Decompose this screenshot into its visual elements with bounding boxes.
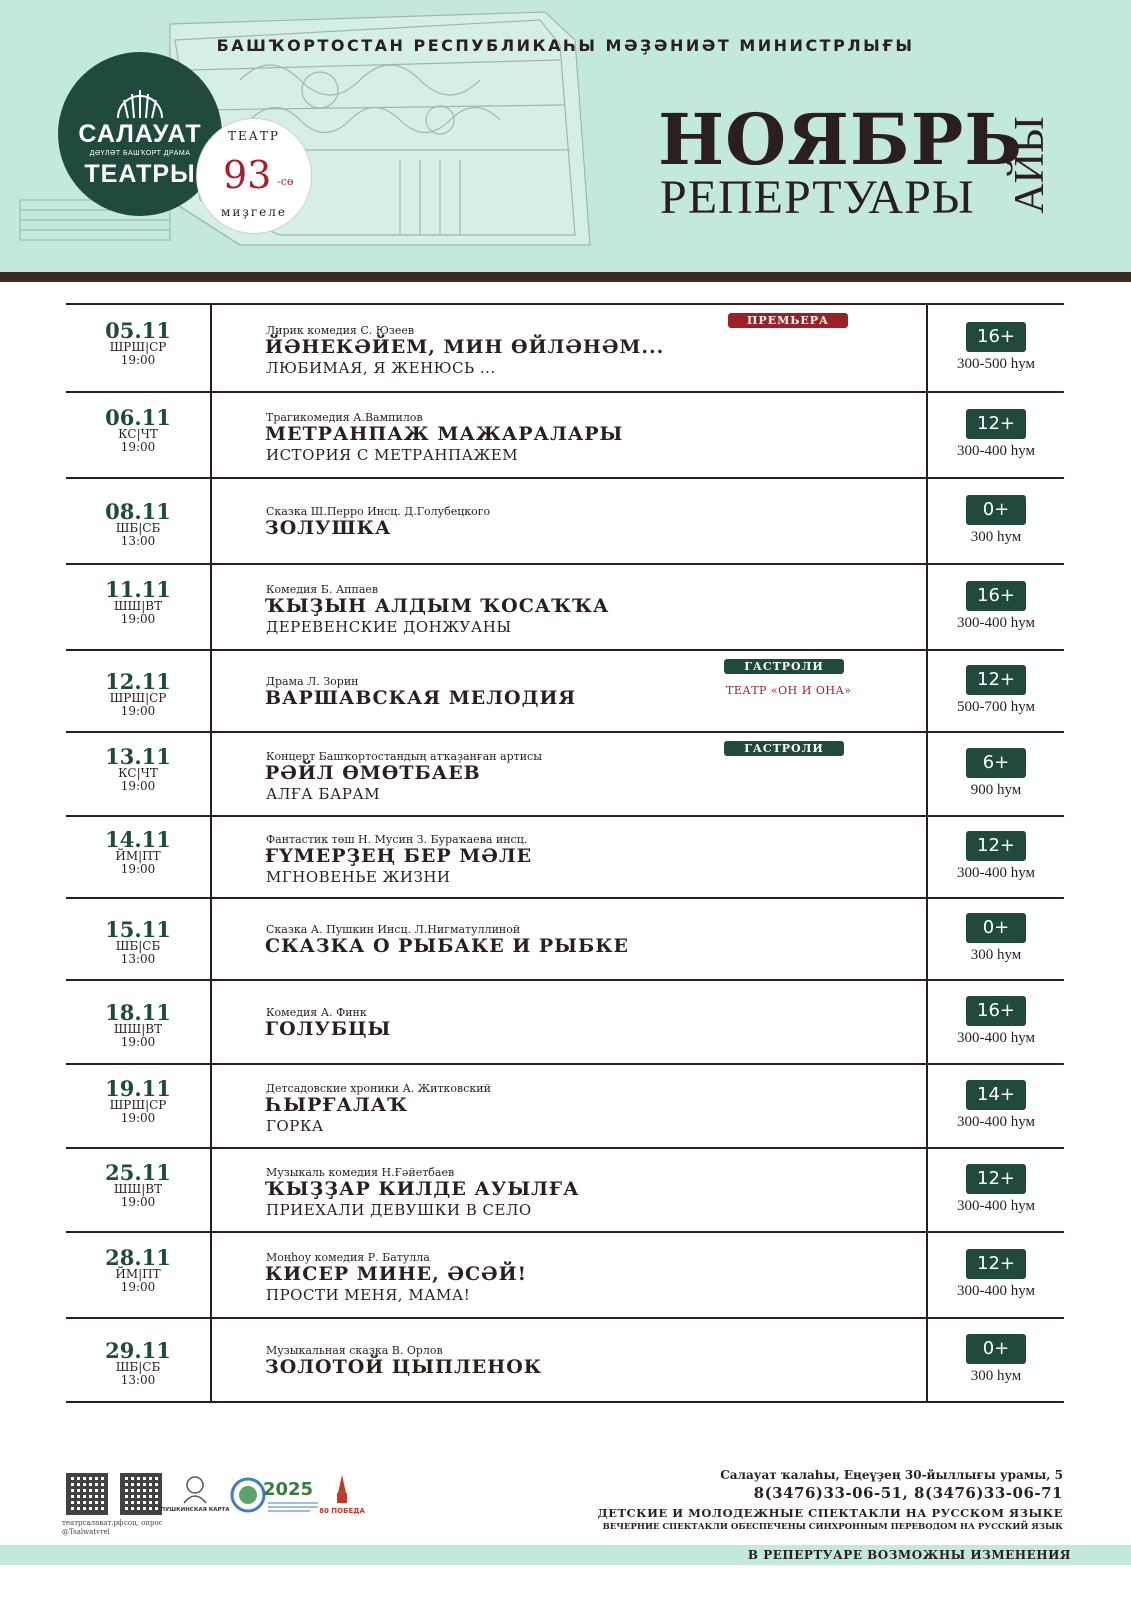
event-date: 12.11 <box>105 669 171 694</box>
age-rating-badge: 12+ <box>966 1164 1026 1194</box>
event-genre-author: Моңһоу комедия Р. Батулла <box>266 1251 430 1264</box>
header <box>0 0 1131 278</box>
event-genre-author: Детсадовские хроники А. Житковский <box>266 1082 491 1095</box>
month-title: НОЯБРЬ <box>658 98 1024 181</box>
event-subtitle: ИСТОРИЯ С МЕТРАНПАЖЕМ <box>266 446 519 464</box>
event-date-cell <box>66 1319 212 1401</box>
event-price-cell <box>926 393 1064 477</box>
ticket-price: 300-400 һум <box>956 1283 1036 1299</box>
year-2025-logo <box>230 1473 320 1517</box>
event-weekday: ШБ|СБ <box>115 939 161 953</box>
event-weekday: ШРШ|СР <box>109 340 167 354</box>
event-date-cell <box>66 651 212 731</box>
event-price-cell <box>926 981 1064 1063</box>
event-date: 11.11 <box>105 577 171 602</box>
event-genre-author: Комедия Б. Аппаев <box>266 583 379 596</box>
event-weekday: ШБ|СБ <box>115 521 161 535</box>
event-subtitle: ПРИЕХАЛИ ДЕВУШКИ В СЕЛО <box>266 1201 532 1219</box>
ticket-price: 300-400 һум <box>956 865 1036 881</box>
event-date-cell <box>66 1149 212 1231</box>
qr-caption-website: театрсалават.рф <box>62 1519 124 1527</box>
qr-caption-survey: соц. опрос <box>124 1519 163 1527</box>
event-title: СКАЗКА О РЫБАКЕ И РЫБКЕ <box>265 935 630 957</box>
event-subtitle: ДЕРЕВЕНСКИЕ ДОНЖУАНЫ <box>266 618 512 636</box>
season-number: 93 <box>223 153 272 197</box>
event-price-cell <box>926 1149 1064 1231</box>
event-row <box>66 1065 1064 1149</box>
ticket-price: 300 һум <box>970 947 1022 963</box>
event-row <box>66 565 1064 651</box>
event-time: 19:00 <box>120 862 156 876</box>
event-date-cell <box>66 899 212 979</box>
event-row <box>66 733 1064 817</box>
event-title: ЗОЛОТОЙ ЦЫПЛЕНОК <box>265 1356 543 1378</box>
event-price-cell <box>926 1233 1064 1317</box>
event-genre-author: Комедия А. Финк <box>266 1006 367 1019</box>
qr-caption-handle: @Tsalwatvrel <box>62 1528 110 1536</box>
event-date: 13.11 <box>105 744 171 769</box>
event-date-cell <box>66 479 212 563</box>
event-title: ҒҮМЕРҘЕҢ БЕР МӘЛЕ <box>265 845 533 867</box>
age-rating-badge: 12+ <box>966 831 1026 861</box>
ticket-price: 300-400 һум <box>956 1198 1036 1214</box>
ticket-price: 900 һум <box>970 782 1022 798</box>
ticket-price: 300-400 һум <box>956 443 1036 459</box>
event-date-cell <box>66 733 212 815</box>
event-title: ҺЫРҒАЛАҠ <box>265 1094 409 1116</box>
phone-numbers[interactable]: 8(3476)33-06-51, 8(3476)33-06-71 <box>753 1484 1063 1502</box>
event-genre-author: Лирик комедия С. Юзеев <box>266 324 415 337</box>
event-time: 19:00 <box>120 1195 156 1209</box>
logo-theatre-word: ТЕАТРЫ <box>84 160 196 188</box>
event-date-cell <box>66 305 212 391</box>
age-rating-badge: 16+ <box>966 581 1026 611</box>
event-weekday: ШШ|ВТ <box>113 599 163 613</box>
month-word-vertical: АЙЫ <box>1007 116 1053 214</box>
tour-company-note: ТЕАТР «ОН И ОНА» <box>726 684 852 697</box>
survey-qr-code[interactable] <box>120 1473 162 1515</box>
event-date-cell <box>66 565 212 649</box>
event-title: КИСЕР МИНЕ, ӘСӘЙ! <box>265 1263 527 1285</box>
ticket-price: 300 һум <box>970 529 1022 545</box>
event-title: ЙӘНЕКӘЙЕМ, МИН ӨЙЛӘНӘМ... <box>265 336 665 358</box>
event-date-cell <box>66 981 212 1063</box>
event-weekday: ШШ|ВТ <box>113 1182 163 1196</box>
event-title: МЕТРАНПАЖ МАЖАРАЛАРЫ <box>265 423 624 445</box>
event-weekday: ШБ|СБ <box>115 1360 161 1374</box>
ministry-title: БАШҠОРТОСТАН РЕСПУБЛИКАҺЫ МӘҘӘНИӘТ МИНИСТРЛЫҒЫ <box>216 36 915 55</box>
event-date-cell <box>66 1233 212 1317</box>
event-date-cell <box>66 393 212 477</box>
event-weekday: ШРШ|СР <box>109 691 167 705</box>
event-row <box>66 1233 1064 1319</box>
premiere-badge: ПРЕМЬЕРА <box>728 313 848 328</box>
victory-80-logo <box>319 1473 365 1517</box>
event-price-cell <box>926 651 1064 731</box>
event-time: 13:00 <box>120 952 156 966</box>
event-date: 28.11 <box>105 1245 171 1270</box>
event-time: 19:00 <box>120 779 156 793</box>
event-weekday: ШШ|ВТ <box>113 1022 163 1036</box>
event-genre-author: Сказка Ш.Перро Инсц. Д.Голубецкого <box>266 505 491 518</box>
event-price-cell <box>926 1065 1064 1147</box>
event-subtitle: ЛЮБИМАЯ, Я ЖЕНЮСЬ ... <box>266 359 496 377</box>
event-price-cell <box>926 899 1064 979</box>
event-time: 19:00 <box>120 704 156 718</box>
event-time: 19:00 <box>120 440 156 454</box>
changes-note: В РЕПЕРТУАРЕ ВОЗМОЖНЫ ИЗМЕНЕНИЯ <box>747 1548 1071 1562</box>
event-price-cell <box>926 1319 1064 1401</box>
event-time: 19:00 <box>120 1280 156 1294</box>
svg-text:2025: 2025 <box>262 1479 314 1500</box>
event-genre-author: Музыкальная сказка В. Орлов <box>266 1344 443 1357</box>
event-subtitle: АЛҒА БАРАМ <box>266 785 381 803</box>
age-rating-badge: 12+ <box>966 665 1026 695</box>
address: Салауат ҡалаһы, Еңеүҙең 30-йыллығы урамы, 5 <box>720 1468 1063 1482</box>
event-date: 19.11 <box>105 1076 171 1101</box>
website-qr-code[interactable] <box>66 1473 108 1515</box>
ticket-price: 300-400 һум <box>956 615 1036 631</box>
event-row <box>66 651 1064 733</box>
ticket-price: 300 һум <box>970 1368 1022 1384</box>
age-rating-badge: 16+ <box>966 322 1026 352</box>
schedule-table <box>66 303 1064 1403</box>
event-genre-author: Трагикомедия А.Вампилов <box>266 411 423 424</box>
event-genre-author: Сказка А. Пушкин Инсц. Л.Нигматуллиной <box>266 923 521 936</box>
season-top-label: ТЕАТР <box>228 129 280 143</box>
tour-badge: ГАСТРОЛИ <box>724 659 844 674</box>
event-row <box>66 479 1064 565</box>
season-badge <box>196 118 312 234</box>
event-row <box>66 393 1064 479</box>
event-row <box>66 981 1064 1065</box>
event-date: 29.11 <box>105 1338 171 1363</box>
event-weekday: КС|ЧТ <box>118 766 158 780</box>
event-subtitle: ГОРКА <box>266 1117 324 1135</box>
event-title: ЗОЛУШКА <box>265 517 392 539</box>
event-date-cell <box>66 1065 212 1147</box>
event-time: 19:00 <box>120 1111 156 1125</box>
kids-language-note: ДЕТСКИЕ И МОЛОДЕЖНЫЕ СПЕКТАКЛИ НА РУССКОМ ЯЗЫКЕ <box>597 1506 1063 1520</box>
svg-text:80 ПОБЕДА: 80 ПОБЕДА <box>319 1507 365 1515</box>
age-rating-badge: 12+ <box>966 1249 1026 1279</box>
event-date: 05.11 <box>105 318 171 343</box>
event-date: 15.11 <box>105 917 171 942</box>
event-title: ВАРШАВСКАЯ МЕЛОДИЯ <box>265 687 577 709</box>
svg-text:ПУШКИНСКАЯ КАРТА: ПУШКИНСКАЯ КАРТА <box>160 1507 230 1513</box>
event-date: 14.11 <box>105 827 171 852</box>
event-date: 25.11 <box>105 1160 171 1185</box>
event-weekday: КС|ЧТ <box>118 427 158 441</box>
event-time: 19:00 <box>120 1035 156 1049</box>
event-genre-author: Музыкаль комедия Н.Ғәйетбаев <box>266 1166 455 1179</box>
season-bottom-label: миҙгеле <box>221 205 287 219</box>
age-rating-badge: 14+ <box>966 1080 1026 1110</box>
repertoire-title: РЕПЕРТУАРЫ <box>660 171 975 224</box>
event-row <box>66 817 1064 899</box>
pushkin-card-logo <box>160 1473 230 1517</box>
event-price-cell <box>926 305 1064 391</box>
event-title: ҠЫҘҘАР КИЛДЕ АУЫЛҒА <box>265 1178 580 1200</box>
event-date-cell <box>66 817 212 897</box>
logo-name: САЛАУАТ <box>78 120 202 148</box>
season-suffix: -сө <box>277 175 294 188</box>
event-time: 13:00 <box>120 1373 156 1387</box>
event-price-cell <box>926 479 1064 563</box>
event-price-cell <box>926 733 1064 815</box>
event-price-cell <box>926 565 1064 649</box>
event-time: 19:00 <box>120 353 156 367</box>
event-date: 06.11 <box>105 405 171 430</box>
event-row <box>66 1149 1064 1233</box>
age-rating-badge: 0+ <box>966 913 1026 943</box>
event-time: 13:00 <box>120 534 156 548</box>
event-date: 08.11 <box>105 499 171 524</box>
ticket-price: 300-400 һум <box>956 1030 1036 1046</box>
event-genre-author: Драма Л. Зорин <box>266 675 359 688</box>
tour-badge: ГАСТРОЛИ <box>724 741 844 756</box>
event-genre-author: Концерт Башҡортостандың атҡаҙанған артисы <box>266 750 542 763</box>
ticket-price: 300-400 һум <box>956 1114 1036 1130</box>
age-rating-badge: 6+ <box>966 748 1026 778</box>
event-weekday: ЙМ|ПТ <box>115 849 161 863</box>
logo-subtitle: ДӘҮЛӘТ БАШҠОРТ ДРАМА <box>89 150 191 157</box>
event-row <box>66 899 1064 981</box>
age-rating-badge: 12+ <box>966 409 1026 439</box>
age-rating-badge: 0+ <box>966 1334 1026 1364</box>
salavat-statue-icon <box>58 76 222 120</box>
event-subtitle: ПРОСТИ МЕНЯ, МАМА! <box>266 1286 471 1304</box>
event-row <box>66 1319 1064 1403</box>
ticket-price: 500-700 һум <box>956 699 1036 715</box>
event-weekday: ШРШ|СР <box>109 1098 167 1112</box>
event-date: 18.11 <box>105 1000 171 1025</box>
event-title: ГОЛУБЦЫ <box>265 1018 392 1040</box>
age-rating-badge: 0+ <box>966 495 1026 525</box>
event-title: РӘЙЛ ӨМӨТБАЕВ <box>265 762 481 784</box>
ticket-price: 300-500 һум <box>956 356 1036 372</box>
event-weekday: ЙМ|ПТ <box>115 1267 161 1281</box>
age-rating-badge: 16+ <box>966 996 1026 1026</box>
event-title: ҠЫҘЫН АЛДЫМ ҠОСАҠҠА <box>265 595 610 617</box>
translation-note: ВЕЧЕРНИЕ СПЕКТАКЛИ ОБЕСПЕЧЕНЫ СИНХРОННЫМ ПЕРЕВОДОМ НА РУССКИЙ ЯЗЫК <box>602 1522 1063 1532</box>
event-row <box>66 305 1064 393</box>
header-divider <box>0 272 1131 282</box>
event-price-cell <box>926 817 1064 897</box>
event-genre-author: Фантастик төш Н. Мусин З. Бураҡаева инсц. <box>266 833 528 846</box>
bottom-banner <box>0 1545 1131 1565</box>
event-subtitle: МГНОВЕНЬЕ ЖИЗНИ <box>266 868 451 886</box>
event-time: 19:00 <box>120 612 156 626</box>
